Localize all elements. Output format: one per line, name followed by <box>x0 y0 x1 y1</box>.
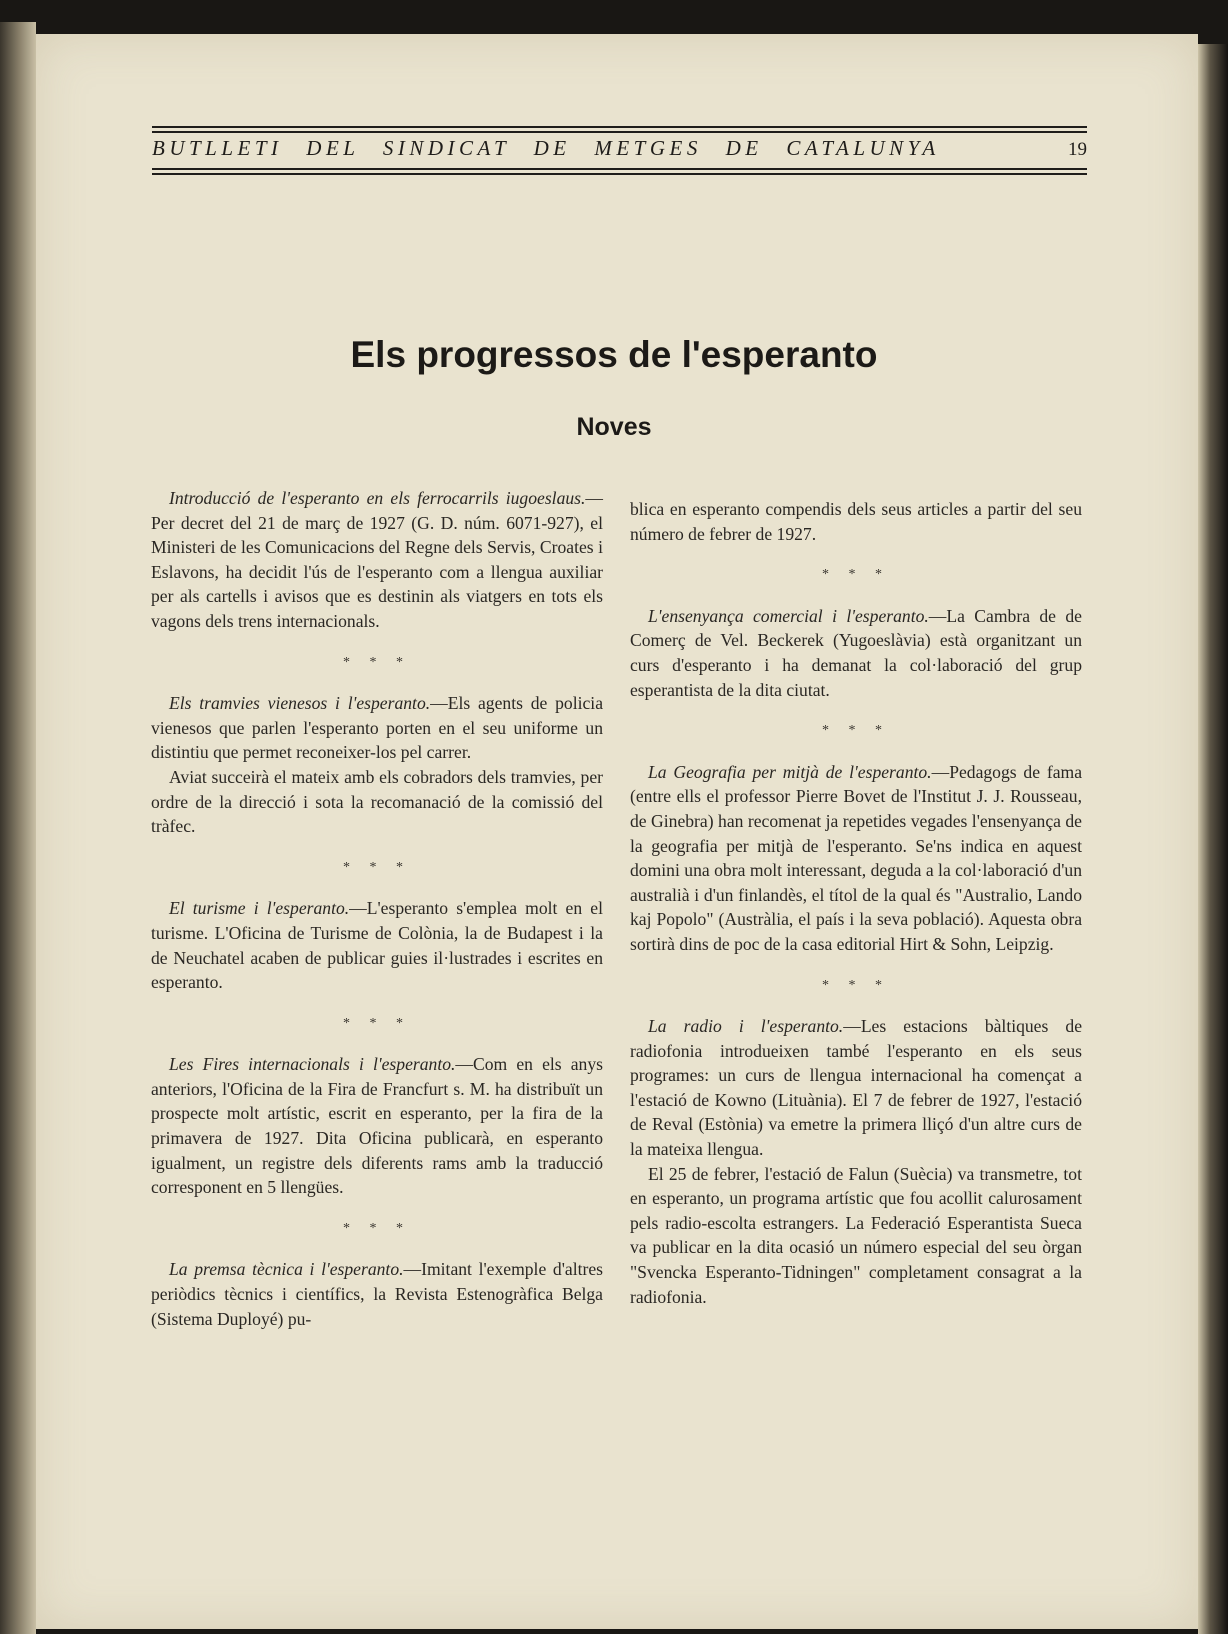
news-item <box>151 486 603 634</box>
separator: * * * <box>343 1015 411 1031</box>
item-heading: Els tramvies vienesos i l'esperanto. <box>169 693 431 714</box>
separator: * * * <box>343 1220 411 1236</box>
news-item <box>630 604 1082 702</box>
item-text: —Per decret del 21 de març de 1927 (G. D. núm. 6071-927), el Ministeri de les Comunicacions del Regne dels Servis, Croates i Eslavons, ha decidit l'ús de l'esperanto com a llengua auxiliar per als cartells i avisos que es destinin als viatgers en tots els vagons dels trens internacionals. <box>151 488 603 631</box>
page-number: 19 <box>1068 139 1087 160</box>
news-item <box>630 760 1082 957</box>
news-item <box>151 896 603 994</box>
header-rule-top-2 <box>152 131 1087 133</box>
item-text: —Com en els anys anteriors, l'Oficina de la Fira de Francfurt s. M. ha distribuït un prospecte molt artístic, escrit en esperanto, per la fira de la primavera de 1927. Dita Oficina publicarà, en esperanto igualment, un registre dels diferents rams amb la traducció corresponent en 5 llengües. <box>151 1054 603 1198</box>
item-heading: El turisme i l'esperanto. <box>169 898 350 919</box>
news-item <box>151 1257 603 1331</box>
separator: * * * <box>822 977 890 993</box>
item-text: —Pedagogs de fama (entre ells el professor Pierre Bovet de l'Institut J. J. Rousseau, de Ginebra) han recomenat ja repetides vegades l'ensenyança de la geografia per mitjà de l'esperanto. Se'ns indica en aquest domini una obra molt interessant, deguda a la col·laboració d'un australià i d'un finlandès, el títol de la qual és "Australio, Lando kaj Popolo" (Austràlia, el país i la seva població). Aquesta obra sortirà dins de poc de la casa editorial Hirt & Sohn, Leipzig. <box>630 761 1082 954</box>
news-item-continued: Aviat succeirà el mateix amb els cobradors dels tramvies, per ordre de la direcció i sota la recomanació de la comissió del tràfec. <box>151 766 603 837</box>
separator: * * * <box>822 567 890 583</box>
article-title: Els progressos de l'esperanto <box>350 334 878 375</box>
separator: * * * <box>343 859 411 875</box>
item-text: —Les estacions bàltiques de radiofonia introdueixen també l'esperanto en els seus programes: un curs de llengua internacional ha començat a l'estació de Kowno (Lituània). El 7 de febrer de 1927, l'estació de Reval (Estònia) va emetre la primera lliçó d'un altre curs de la mateixa llengua. <box>630 1016 1083 1160</box>
item-heading: Les Fires internacionals i l'esperanto. <box>169 1054 456 1075</box>
binding-edge <box>0 22 36 1634</box>
header-rule-top <box>152 126 1087 128</box>
separator: * * * <box>343 654 411 670</box>
item-text: —La Cambra de de Comerç de Vel. Beckerek (Yugoeslàvia) està organitzant un curs d'esperanto i ha demanat la col·laboració del grup esperantista de la dita ciutat. <box>630 605 1082 700</box>
right-column <box>630 497 1082 1309</box>
news-item <box>151 691 603 765</box>
news-item <box>630 1014 1082 1162</box>
header-rule-bottom <box>152 168 1087 170</box>
item-text: —Imitant l'exemple d'altres periòdics tècnics i científics, la Revista Estenogràfica Belga (Sistema Duployé) pu- <box>151 1259 603 1329</box>
left-column <box>151 486 603 1331</box>
news-item-continued: El 25 de febrer, l'estació de Falun (Suècia) va transmetre, tot en esperanto, un programa artístic que fou acollit calurosament pels radio-escolta estrangers. La Federació Esperantista Sueca va publicar en la dita ocasió un número especial del seu òrgan "Svencka Esperanto-Tidningen" completament consagrat a la radiofonia. <box>630 1163 1082 1307</box>
news-item <box>151 1052 603 1200</box>
item-heading: Introducció de l'esperanto en els ferrocarrils iugoeslaus. <box>169 488 586 508</box>
item-heading: L'ensenyança comercial i l'esperanto. <box>648 605 929 626</box>
header-rule-bottom-2 <box>152 173 1087 175</box>
article-subtitle: Noves <box>576 413 652 441</box>
separator: * * * <box>822 723 890 739</box>
page-edge-shadow <box>1198 44 1228 1634</box>
item-text: —Els agents de policia vienesos que parlen l'esperanto porten en el seu uniforme un distintiu que permet reconeixer-los pel carrer. <box>151 693 603 763</box>
item-heading: La radio i l'esperanto. <box>648 1016 844 1037</box>
item-heading: La premsa tècnica i l'esperanto. <box>169 1259 404 1280</box>
news-item-continued: blica en esperanto compendis dels seus articles a partir del seu número de febrer de 1927. <box>630 499 1082 544</box>
item-text: —L'esperanto s'emplea molt en el turisme. L'Oficina de Turisme de Colònia, la de Budapest i la de Neuchatel acaben de publicar guies il·lustrades i escrites en esperanto. <box>151 898 604 993</box>
item-heading: La Geografia per mitjà de l'esperanto. <box>648 761 932 782</box>
journal-title: BUTLLETI DEL SINDICAT DE METGES DE CATALUNYA <box>152 136 940 160</box>
running-header <box>152 126 1087 178</box>
header-bar <box>152 136 1087 168</box>
